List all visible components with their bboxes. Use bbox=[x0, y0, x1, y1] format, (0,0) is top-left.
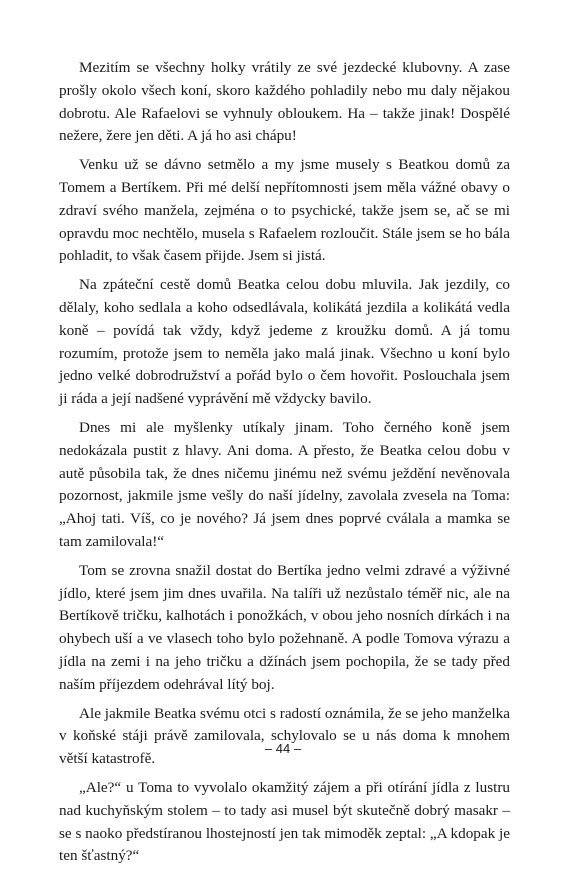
paragraph: Tom se zrovna snažil dostat do Bertíka jedno velmi zdravé a výživné jídlo, které jsem jim dnes uvařila. Na talíři už nezůstalo téměř nic, ale na Bertíkově tričku, kalhotách i ponožkách, v obou jeho nosních dírkách i na ohybech uší a ve vlasech toho bylo požehnaně. A podle Tomova výrazu a jídla na zemi i na jeho tričku a džínách jsem pochopila, že se tady před naším příjezdem odehrával lítý boj. bbox=[59, 561, 510, 693]
paragraph: Mezitím se všechny holky vrátily ze své jezdecké klubovny. A zase prošly okolo všech koní, skoro každého pohladily nebo mu daly nějakou dobrotu. Ale Rafaelovi se vyhnuly obloukem. Ha – takže jinak! Dospělé nežere, žere jen děti. A já ho asi chápu! bbox=[59, 59, 510, 145]
paragraph: Na zpáteční cestě domů Beatka celou dobu mluvila. Jak jezdily, co dělaly, koho sedlala a koho odsedlávala, kolikátá jezdila a kolikátá vedla koně – povídá tak vždy, když jedeme z kroužku domů. A já tomu rozumím, protože jsem to neměla jako malá jinak. Všechno u koní bylo jedno velké dobrodružství a pořád bylo o čem hovořit. Poslouchala jsem ji ráda a její nadšené vyprávění mě vždycky bavilo. bbox=[59, 276, 510, 408]
paragraph: „Ale?“ u Toma to vyvolalo okamžitý zájem a při otírání jídla z lustru nad kuchyňským stolem – to tady asi musel být skutečně dobrý masakr – se s naoko předstíranou lhostejností jen tak mimoděk zeptal: „A kdopak je ten šťastný?“ bbox=[59, 778, 510, 865]
paragraph: Ale jakmile Beatka svému otci s radostí oznámila, že se jeho manželka v koňské stáji právě zamilovala, schylovalo se u nás doma k mnohem větší katastrofě. bbox=[59, 704, 511, 768]
paragraph: Dnes mi ale myšlenky utíkaly jinam. Toho černého koně jsem nedokázala pustit z hlavy. Ani doma. A přesto, že Beatka celou dobu v autě působila tak, že dnes ničemu jinému než svému ježdění nevěnovala pozornost, jakmile jsme vešly do naší jídelny, zavolala zvesela na Toma: „Ahoj tati. Víš, co je nového? Já jsem dnes poprvé cválala a mamka se tam zamilovala!“ bbox=[59, 418, 510, 550]
page-number: – 44 – bbox=[264, 741, 302, 756]
paragraph: Venku už se dávno setmělo a my jsme musely s Beatkou domů za Tomem a Bertíkem. Při mé delší nepřítomnosti jsem měla vážné obavy o zdraví svého manžela, zejména o to psychické, takže jsem se, ač se mi opravdu moc nechtělo, musela s Rafaelem rozloučit. Stále jsem se ho bála pohladit, to však časem přijde. Jsem si jistá. bbox=[59, 156, 510, 265]
